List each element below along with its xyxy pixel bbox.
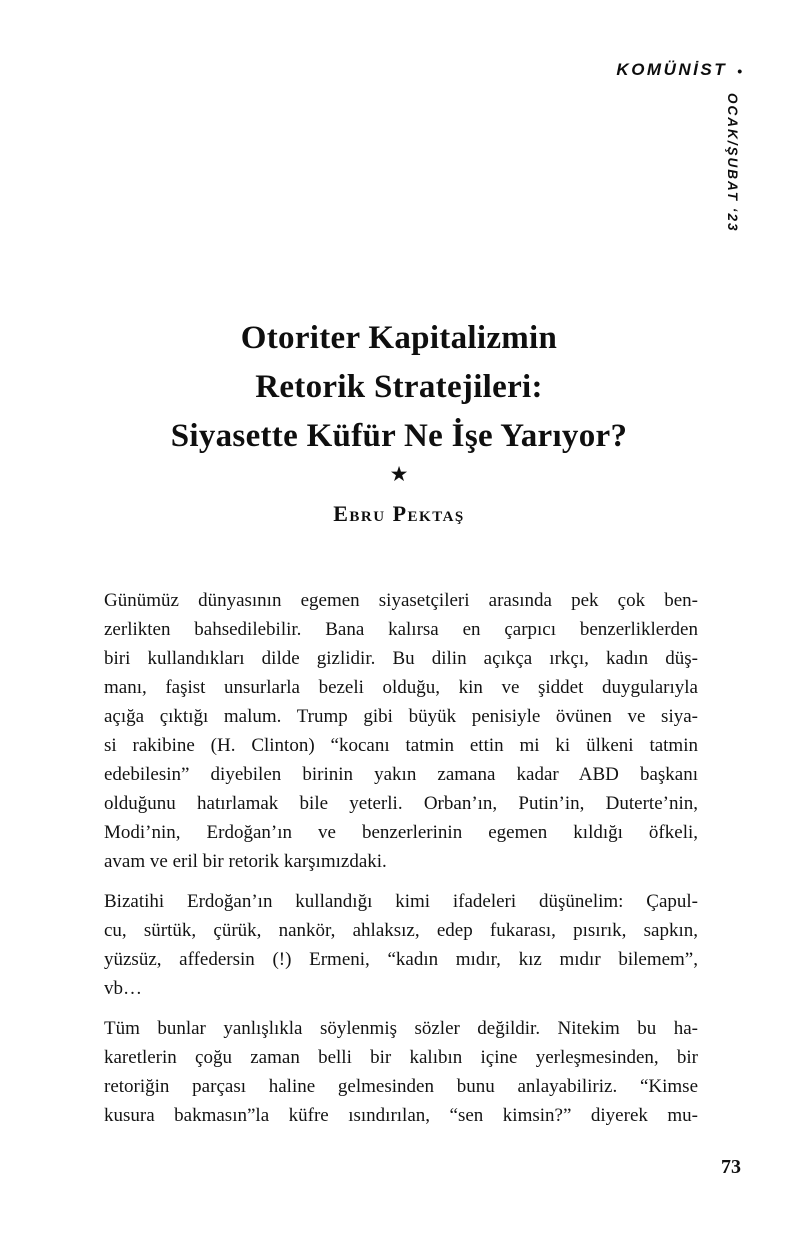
body-line: kusura bakmasın”la küfre ısındırılan, “sen kimsin?” diyerek mu-	[104, 1105, 698, 1126]
bullet-icon: •	[737, 63, 742, 79]
body-line: cu, sürtük, çürük, nankör, ahlaksız, edep fukarası, pısırık, sapkın,	[104, 920, 698, 941]
paragraph	[104, 1014, 698, 1130]
body-line: edebilesin” diyebilen birinin yakın zamana kadar ABD başkanı	[104, 764, 698, 785]
author-name: Ebru Pektaş	[333, 501, 465, 526]
body-line: manı, faşist unsurlarla bezeli olduğu, kin ve şiddet duygularıyla	[104, 677, 698, 698]
issue-date-vertical: OCAK/ŞUBAT ‘23	[725, 93, 740, 233]
star-icon: ★	[389, 462, 409, 486]
journal-masthead	[616, 60, 742, 80]
body-line: karetlerin çoğu zaman belli bir kalıbın içine yerleşmesinden, bir	[104, 1047, 698, 1068]
body-line: yüzsüz, affedersin (!) Ermeni, “kadın mıdır, kız mıdır bilemem”,	[104, 949, 698, 970]
page-number: 73	[721, 1156, 741, 1178]
paragraph	[104, 887, 698, 1003]
body-line: avam ve eril bir retorik karşımızdaki.	[104, 851, 387, 872]
paragraph	[104, 586, 698, 876]
body-line: vb…	[104, 978, 142, 999]
journal-title: KOMÜNİST	[616, 60, 728, 79]
body-line: biri kullandıkları dilde gizlidir. Bu dilin açıkça ırkçı, kadın düş-	[104, 648, 698, 669]
article-body	[104, 586, 698, 1141]
article-title-line: Retorik Stratejileri:	[255, 369, 543, 405]
article-title-line: Siyasette Küfür Ne İşe Yarıyor?	[170, 418, 628, 454]
body-line: si rakibine (H. Clinton) “kocanı tatmin ettin mi ki ülkeni tatmin	[104, 735, 698, 756]
article-title	[0, 314, 798, 461]
body-line: Modi’nin, Erdoğan’ın ve benzerlerinin egemen kıldığı öfkeli,	[104, 822, 698, 843]
body-line: zerlikten bahsedilebilir. Bana kalırsa en çarpıcı benzerliklerden	[104, 619, 698, 640]
body-line: açığa çıktığı malum. Trump gibi büyük penisiyle övünen ve siya-	[104, 706, 698, 727]
body-line: olduğunu hatırlamak bile yeterli. Orban’ın, Putin’in, Duterte’nin,	[104, 793, 698, 814]
body-line: retoriğin parçası haline gelmesinden bunu anlayabiliriz. “Kimse	[104, 1076, 698, 1097]
body-line: Günümüz dünyasının egemen siyasetçileri arasında pek çok ben-	[104, 590, 698, 611]
body-line: Bizatihi Erdoğan’ın kullandığı kimi ifadeleri düşünelim: Çapul-	[104, 891, 698, 912]
article-title-line: Otoriter Kapitalizmin	[240, 320, 558, 356]
body-line: Tüm bunlar yanlışlıkla söylenmiş sözler değildir. Nitekim bu ha-	[104, 1018, 698, 1039]
